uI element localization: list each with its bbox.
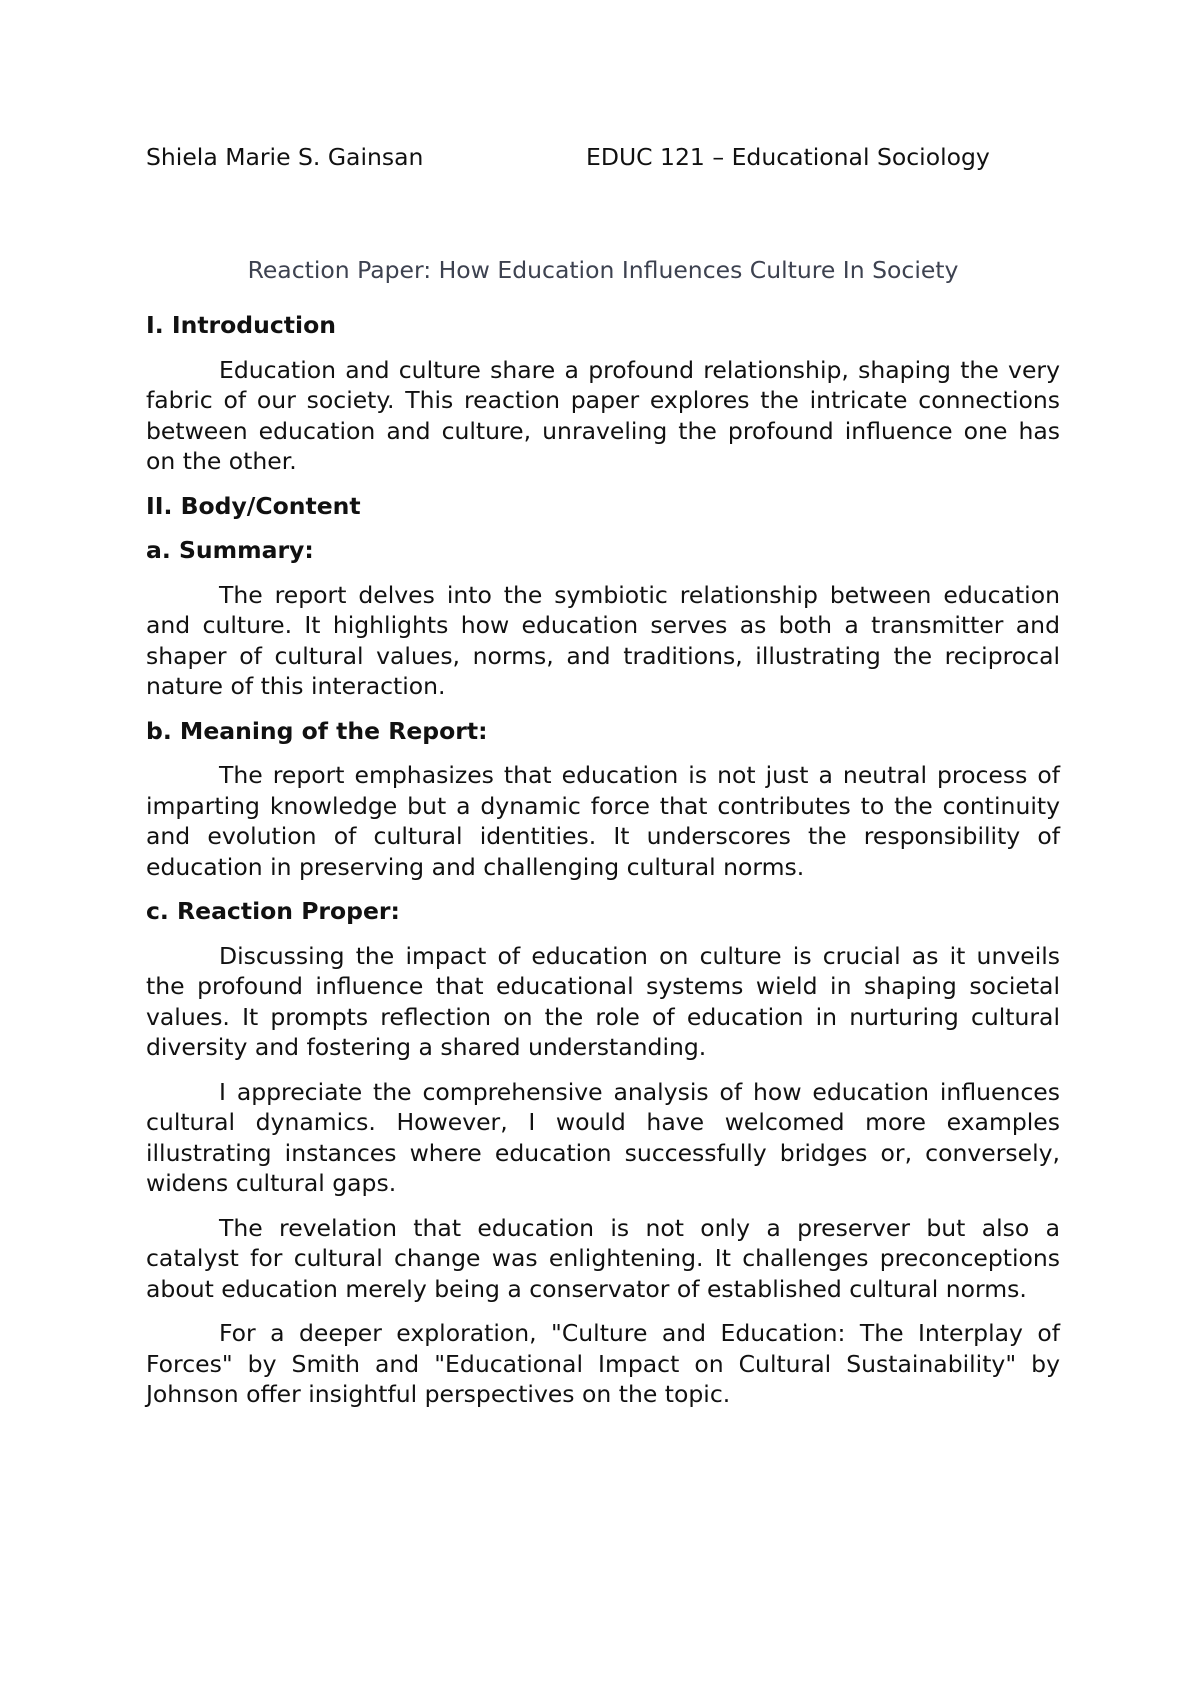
course-title: EDUC 121 – Educational Sociology bbox=[586, 143, 990, 171]
document-page bbox=[146, 0, 1060, 1696]
paragraph: For a deeper exploration, "Culture and Education: The Interplay of Forces" by Smith and "Educational Impact on Cultural Sustainability" by Johnson offer insightful perspectives on the topic. bbox=[146, 1319, 1060, 1408]
author-name: Shiela Marie S. Gainsan bbox=[146, 143, 424, 171]
subsection-heading-meaning: b. Meaning of the Report: bbox=[146, 716, 488, 745]
paragraph: Discussing the impact of education on culture is crucial as it unveils the profound influence that educational systems wield in shaping societal values. It prompts reflection on the role of education in nurturing cultural diversity and fostering a shared understanding. bbox=[146, 941, 1060, 1061]
paragraph: The revelation that education is not only a preserver but also a catalyst for cultural change was enlightening. It challenges preconceptions about education merely being a conservator of established cultural norms. bbox=[146, 1213, 1060, 1303]
paragraph: The report emphasizes that education is not just a neutral process of imparting knowledge but a dynamic force that contributes to the continuity and evolution of cultural identities. It underscores the responsibility of education in preserving and challenging cultural norms. bbox=[146, 761, 1060, 881]
paragraph: Education and culture share a profound relationship, shaping the very fabric of our society. This reaction paper explores the intricate connections between education and culture, unraveling the profound influence one has on the other. bbox=[146, 355, 1060, 475]
paragraph: I appreciate the comprehensive analysis of how education influences cultural dynamics. However, I would have welcomed more examples illustrating instances where education successfully bridges or, conversely, widens cultural gaps. bbox=[146, 1077, 1060, 1197]
subsection-heading-reaction: c. Reaction Proper: bbox=[146, 897, 400, 925]
paper-title: Reaction Paper: How Education Influences Culture In Society bbox=[247, 256, 959, 284]
section-heading-introduction: I. Introduction bbox=[146, 311, 336, 339]
paragraph: The report delves into the symbiotic relationship between education and culture. It highlights how education serves as both a transmitter and shaper of cultural values, norms, and traditions, illustrating the reciprocal nature of this interaction. bbox=[146, 580, 1060, 700]
subsection-heading-summary: a. Summary: bbox=[146, 536, 314, 564]
section-heading-body: II. Body/Content bbox=[146, 491, 361, 520]
document-body bbox=[146, 310, 1060, 1424]
